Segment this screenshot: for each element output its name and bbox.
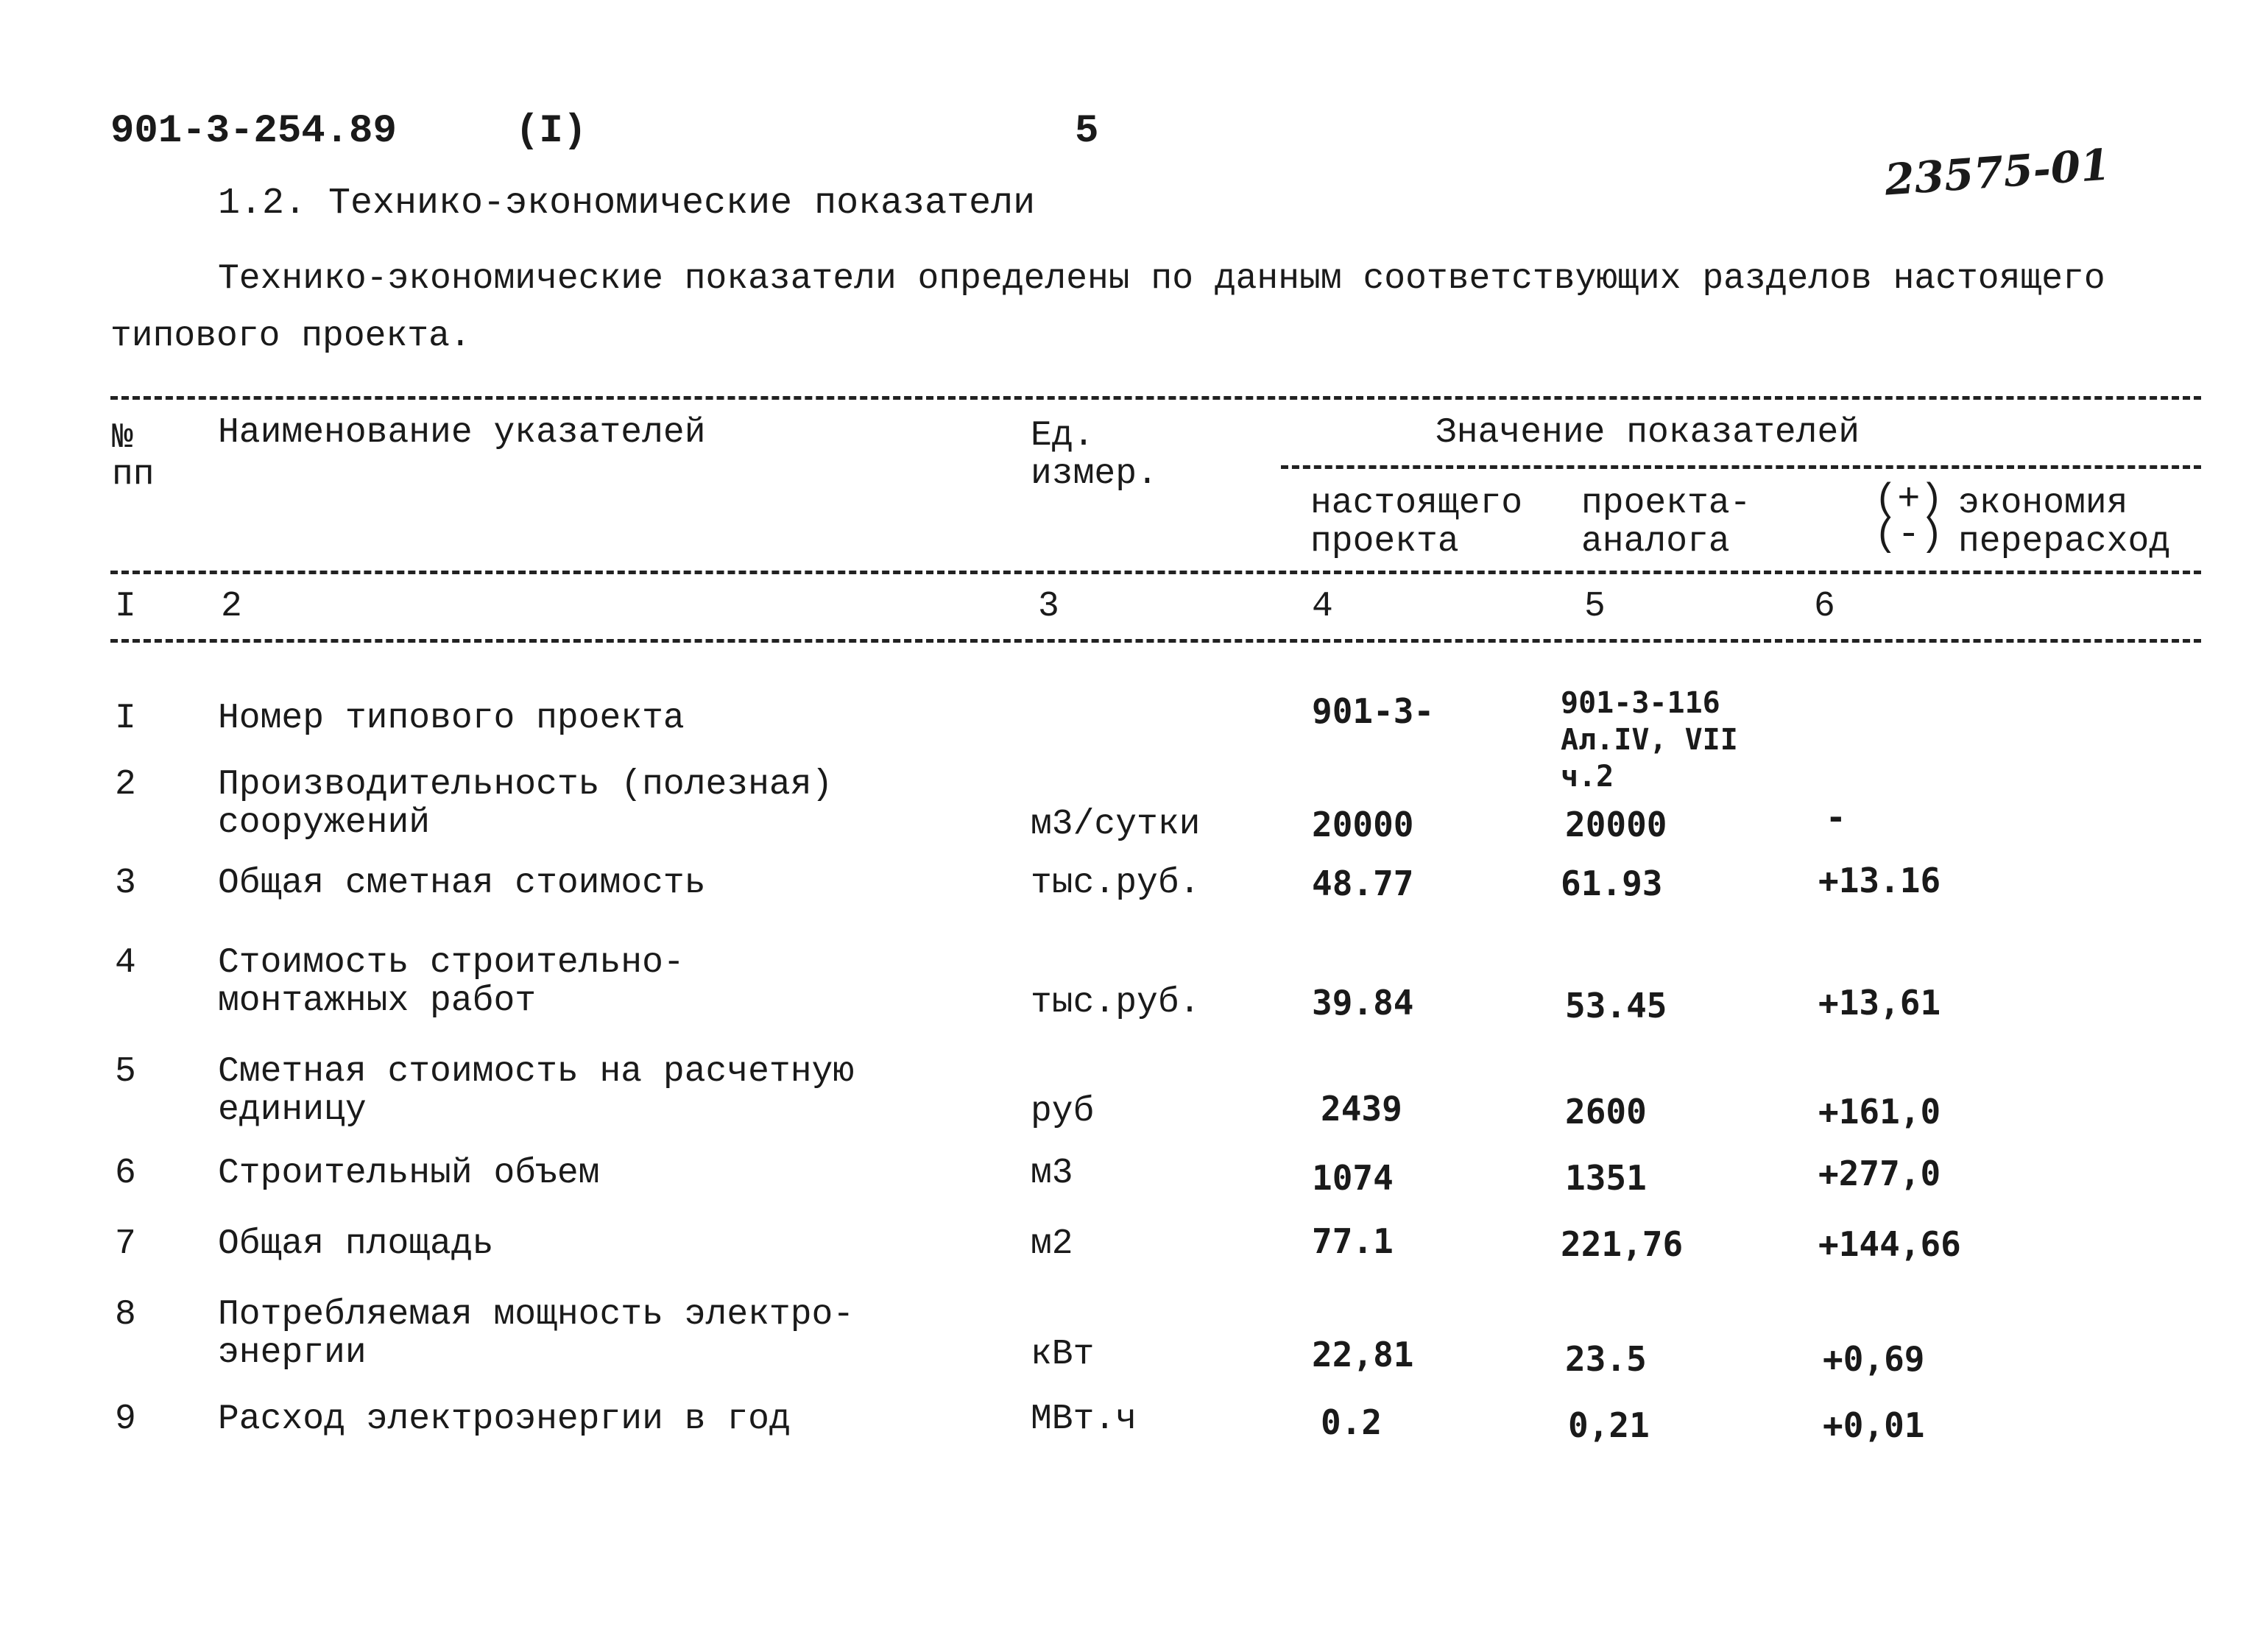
- row3-num: 3: [115, 864, 136, 903]
- row5-name: Сметная стоимость на расчетную единицу: [218, 1052, 855, 1130]
- section-title: 1.2. Технико-экономические показатели: [218, 183, 1036, 225]
- row3-analog: 61.93: [1561, 864, 1663, 903]
- header-name: Наименование указателей: [218, 413, 706, 453]
- row7-analog: 221,76: [1561, 1224, 1684, 1264]
- row1-current: 901-3-: [1312, 691, 1435, 731]
- row9-diff: +0,01: [1823, 1405, 1925, 1445]
- table-top-rule: [110, 396, 2201, 400]
- row2-name: Производительность (полезная) сооружений: [218, 765, 833, 843]
- row3-name: Общая сметная стоимость: [218, 864, 706, 903]
- row4-name: Стоимость строительно-монтажных работ: [218, 943, 685, 1021]
- row9-name: Расход электроэнергии в год: [218, 1399, 791, 1439]
- row5-unit: руб: [1031, 1092, 1095, 1132]
- row8-diff: +0,69: [1823, 1339, 1925, 1379]
- row5-diff: +161,0: [1818, 1092, 1941, 1132]
- handwritten-number: 23575-01: [1883, 139, 2112, 205]
- row1-name: Номер типового проекта: [218, 699, 685, 738]
- header-sign-plus: (+): [1874, 478, 1943, 521]
- row8-unit: кВт: [1031, 1335, 1095, 1374]
- page-number: 5: [1075, 109, 1099, 154]
- numbering-bottom-rule: [110, 639, 2201, 643]
- header-bottom-rule: [110, 571, 2201, 574]
- row5-num: 5: [115, 1052, 136, 1092]
- row7-unit: м2: [1031, 1224, 1073, 1264]
- col-number-6: 6: [1814, 587, 1835, 626]
- col-number-3: 3: [1038, 587, 1059, 626]
- row1-num: I: [115, 699, 136, 738]
- row4-num: 4: [115, 943, 136, 983]
- header-values-group: Значение показателей: [1436, 413, 1860, 453]
- row8-current: 22,81: [1312, 1335, 1414, 1374]
- row8-analog: 23.5: [1565, 1339, 1647, 1379]
- row4-current: 39.84: [1312, 983, 1414, 1023]
- header-num: № пп: [112, 418, 155, 495]
- row8-num: 8: [115, 1295, 136, 1335]
- document-code: 901-3-254.89: [110, 109, 397, 154]
- document-part: (I): [515, 109, 587, 154]
- row9-unit: МВт.ч: [1031, 1399, 1137, 1439]
- row9-current: 0.2: [1321, 1402, 1383, 1442]
- row3-diff: +13.16: [1818, 861, 1941, 900]
- header-current: настоящего проекта: [1310, 484, 1523, 562]
- col-number-2: 2: [221, 587, 242, 626]
- row2-unit: м3/сутки: [1031, 805, 1201, 844]
- col-number-1: I: [115, 587, 136, 626]
- row7-diff: +144,66: [1818, 1224, 1961, 1264]
- values-group-rule: [1281, 465, 2201, 469]
- header-economy: экономия: [1958, 484, 2128, 523]
- row7-num: 7: [115, 1224, 136, 1264]
- row2-num: 2: [115, 765, 136, 805]
- row9-analog: 0,21: [1568, 1405, 1650, 1445]
- row7-current: 77.1: [1312, 1221, 1394, 1261]
- header-overspend: перерасход: [1958, 522, 2171, 562]
- col-number-5: 5: [1584, 587, 1606, 626]
- row2-current: 20000: [1312, 805, 1414, 844]
- header-analog: проекта-аналога: [1581, 484, 1751, 562]
- row2-analog: 20000: [1565, 805, 1667, 844]
- row1-analog: 901-3-116 Ал.IV, VII ч.2: [1561, 686, 1738, 794]
- row6-diff: +277,0: [1818, 1154, 1941, 1193]
- row6-current: 1074: [1312, 1158, 1394, 1198]
- row6-name: Строительный объем: [218, 1154, 600, 1193]
- row6-analog: 1351: [1565, 1158, 1647, 1198]
- row7-name: Общая площадь: [218, 1224, 494, 1264]
- intro-paragraph: Технико-экономические показатели определены по данным соответствующих разделов настоящего типового проекта.: [110, 259, 2105, 356]
- row5-analog: 2600: [1565, 1092, 1647, 1132]
- row3-current: 48.77: [1312, 864, 1414, 903]
- row9-num: 9: [115, 1399, 136, 1439]
- row4-unit: тыс.руб.: [1031, 983, 1201, 1023]
- row3-unit: тыс.руб.: [1031, 864, 1201, 903]
- header-sign-minus: (-): [1874, 513, 1943, 557]
- row5-current: 2439: [1321, 1089, 1402, 1129]
- row6-num: 6: [115, 1154, 136, 1193]
- col-number-4: 4: [1312, 587, 1333, 626]
- row8-name: Потребляемая мощность электро-энергии: [218, 1295, 855, 1373]
- row4-diff: +13,61: [1818, 983, 1941, 1023]
- header-unit: Ед. измер.: [1031, 416, 1158, 494]
- row2-diff: -: [1826, 797, 1846, 837]
- row4-analog: 53.45: [1565, 986, 1667, 1026]
- row6-unit: м3: [1031, 1154, 1073, 1193]
